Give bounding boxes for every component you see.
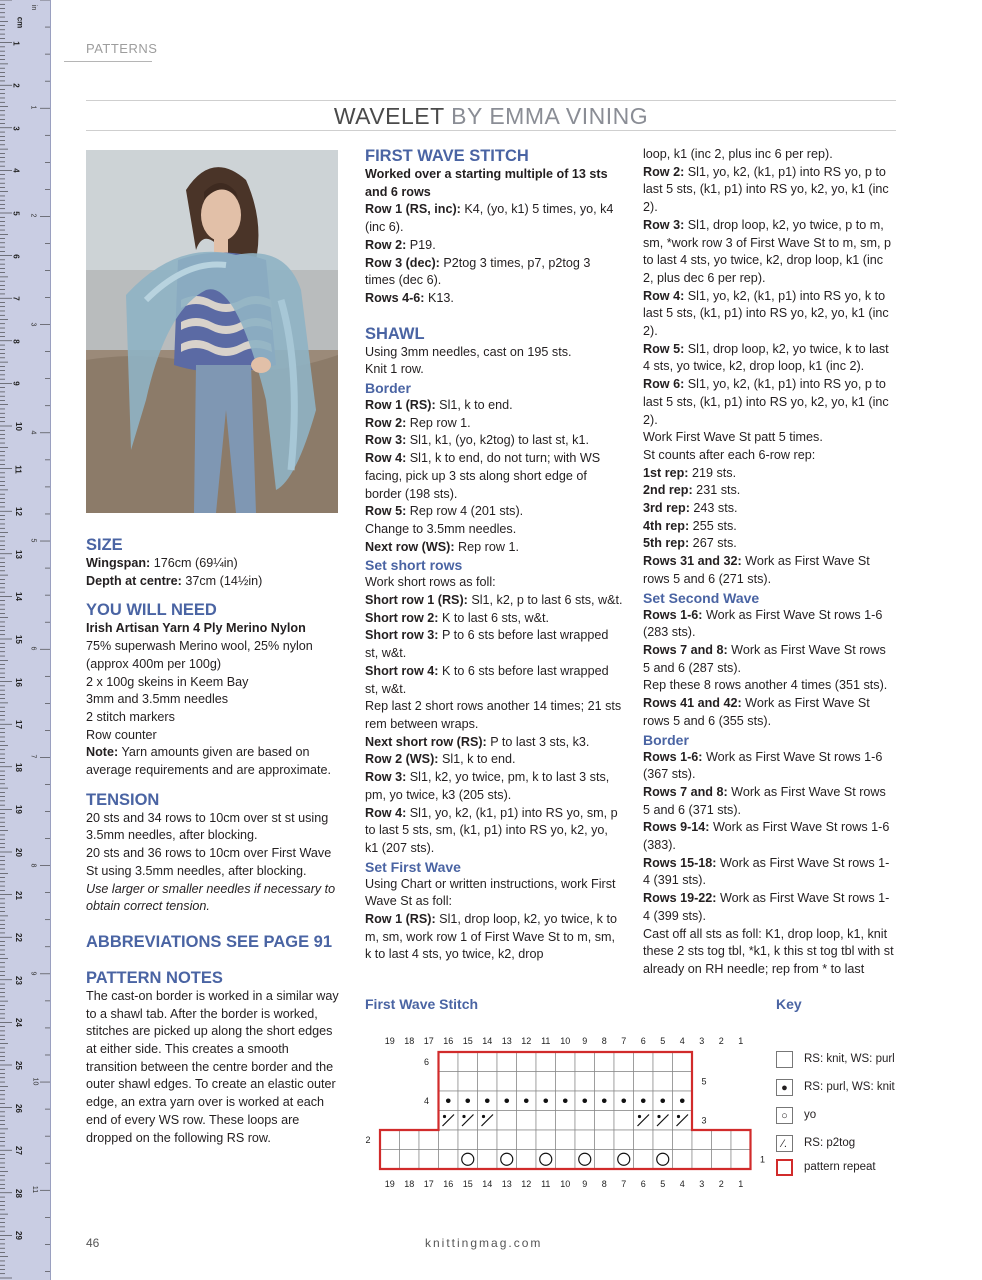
page-number: 46 xyxy=(86,1236,100,1250)
chart-cell xyxy=(575,1111,595,1131)
chart-cell xyxy=(556,1072,576,1092)
instruction-row: Row 3: Sl1, drop loop, k2, yo twice, p to m, sm, *work row 3 of First Wave St to m, sm, p to last 4 sts, yo twice, k2, drop loop, k1 (inc 2, plus dec 6 per rep). xyxy=(643,217,891,285)
first-wave-stitch-heading: FIRST WAVE STITCH xyxy=(365,147,529,165)
row-label-left: 2 xyxy=(365,1134,371,1145)
instruction-row: Cast off all sts as foll: K1, drop loop, k1, knit these 2 sts tog tbl, *k1, k this st tog tbl with st already on RH needle; rep from * to last xyxy=(643,926,894,976)
chart-cell xyxy=(634,1052,654,1072)
p2tog-dot xyxy=(657,1115,660,1118)
chart-cell xyxy=(595,1111,615,1131)
instruction-row: Rows 19-22: Work as First Wave St rows 1-4 (399 sts). xyxy=(643,891,890,923)
chart-cell xyxy=(400,1130,420,1150)
column-number-top: 18 xyxy=(404,1036,415,1046)
note-line: Note: Yarn amounts given are based on average requirements and are approximate. xyxy=(86,745,332,778)
ruler-cm-mark: 14 xyxy=(13,592,23,602)
column-number-bottom: 16 xyxy=(443,1179,454,1189)
chart-cell xyxy=(517,1130,537,1150)
chart-cell xyxy=(634,1150,654,1170)
ruler-cm-mark: 11 xyxy=(13,464,23,474)
ruler-cm-mark: 7 xyxy=(11,296,21,301)
pattern-notes-heading: PATTERN NOTES xyxy=(86,968,223,987)
chart-cell xyxy=(458,1072,478,1092)
chart-cell xyxy=(478,1072,498,1092)
instruction-row: Row 2: Rep row 1. xyxy=(365,415,471,430)
chart-cell xyxy=(517,1072,537,1092)
instruction-row: 5th rep: 267 sts. xyxy=(643,536,737,551)
column-number-top: 13 xyxy=(501,1036,512,1046)
instruction-row: Work short rows as foll: xyxy=(365,575,496,590)
instruction-row: 3rd rep: 243 sts. xyxy=(643,501,738,516)
yo-circle xyxy=(618,1153,630,1165)
ruler-cm-mark: 15 xyxy=(13,635,23,644)
purl-dot xyxy=(660,1098,665,1103)
measuring-ruler xyxy=(0,0,51,1280)
pattern-designer: BY EMMA VINING xyxy=(451,103,649,129)
chart-cell xyxy=(595,1130,615,1150)
shawl-heading: SHAWL xyxy=(365,324,425,343)
knitting-chart xyxy=(358,1030,766,1205)
ruler-cm-mark: 2 xyxy=(11,83,21,88)
ruler-cm-mark: 28 xyxy=(13,1188,23,1198)
text-line: Using 3mm needles, cast on 195 sts. xyxy=(365,344,572,359)
depth-line: Depth at centre: 37cm (14½in) xyxy=(86,573,263,588)
chart-cell xyxy=(478,1150,498,1170)
chart-cell xyxy=(439,1150,459,1170)
ruler-in-mark: 4 xyxy=(29,430,37,435)
chart-cell xyxy=(556,1052,576,1072)
instruction-row: Row 5: Rep row 4 (201 sts). xyxy=(365,504,524,519)
tension-heading: TENSION xyxy=(86,790,160,809)
chart-cell xyxy=(497,1111,517,1131)
chart-cell xyxy=(458,1130,478,1150)
section-tag: PATTERNS xyxy=(86,41,158,56)
text-line: Knit 1 row. xyxy=(365,362,424,377)
instruction-row: Rows 41 and 42: Work as First Wave St rows 5 and 6 (355 sts). xyxy=(643,696,870,728)
p2tog-dot xyxy=(482,1115,485,1118)
instruction-row: Work First Wave St patt 5 times. xyxy=(643,430,823,445)
instruction-row: Row 4: Sl1, yo, k2, (k1, p1) into RS yo, k to last 5 sts, (k1, p1) into RS yo, k2, yo, k1 (inc 2). xyxy=(643,288,889,339)
column-number-bottom: 13 xyxy=(501,1179,512,1189)
chart-cell xyxy=(497,1072,517,1092)
key-label: RS: p2tog xyxy=(804,1137,856,1149)
column-number-bottom: 7 xyxy=(621,1179,627,1189)
column-number-bottom: 10 xyxy=(560,1179,571,1189)
ruler-cm-mark: 17 xyxy=(13,720,23,730)
chart-cell xyxy=(673,1150,693,1170)
purl-dot xyxy=(602,1098,607,1103)
key-label: RS: purl, WS: knit xyxy=(804,1081,895,1093)
chart-cell xyxy=(692,1130,712,1150)
column-number-bottom: 18 xyxy=(404,1179,415,1189)
instruction-row: Change to 3.5mm needles. xyxy=(365,521,517,536)
fws-intro: Worked over a starting multiple of 13 sts and 6 rows xyxy=(365,167,608,199)
instruction-row: Row 5: Sl1, drop loop, k2, yo twice, k to last 4 sts, yo twice, k2, drop loop, k1 (inc 2). xyxy=(643,341,889,374)
page-title xyxy=(86,103,896,130)
chart-cell xyxy=(517,1052,537,1072)
ruler-cm-mark: 23 xyxy=(13,975,23,985)
ruler-cm-mark: 13 xyxy=(13,549,23,559)
chart-cell xyxy=(478,1052,498,1072)
p2tog-dot xyxy=(638,1115,641,1118)
column-number-top: 16 xyxy=(443,1036,454,1046)
chart-cell xyxy=(439,1072,459,1092)
text-line: 20 sts and 34 rows to 10cm over st st using 3.5mm needles, after blocking. xyxy=(86,810,329,843)
title-rule-bottom xyxy=(86,130,896,131)
chart-cell xyxy=(497,1130,517,1150)
chart-cell xyxy=(478,1130,498,1150)
ruler-cm-mark: 1 xyxy=(11,40,21,46)
chart-cell xyxy=(595,1150,615,1170)
column-number-top: 1 xyxy=(738,1036,744,1046)
section-rule xyxy=(64,61,152,62)
site-url: knittingmag.com xyxy=(425,1236,543,1250)
ruler-cm-mark: 12 xyxy=(13,507,23,517)
ruler-in-mark: 8 xyxy=(29,863,37,868)
column-number-top: 9 xyxy=(582,1036,588,1046)
text-line: Row counter xyxy=(86,727,157,742)
instruction-row: Short row 3: P to 6 sts before last wrapped st, w&t. xyxy=(365,628,609,661)
instruction-row: Rows 1-6: Work as First Wave St rows 1-6 (367 sts). xyxy=(643,749,883,782)
chart-cell xyxy=(653,1130,673,1150)
chart-cell xyxy=(634,1072,654,1092)
instruction-row: Row 3: Sl1, k2, yo twice, pm, k to last 3 sts, pm, yo twice, k3 (205 sts). xyxy=(365,770,610,802)
chart-cell xyxy=(556,1130,576,1150)
text-line: 75% superwash Merino wool, 25% nylon (approx 400m per 100g) xyxy=(86,639,313,671)
instruction-row: 2nd rep: 231 sts. xyxy=(643,483,741,498)
column-number-top: 12 xyxy=(521,1036,532,1046)
chart-cell xyxy=(673,1052,693,1072)
chart-cell xyxy=(595,1052,615,1072)
instruction-row: Row 6: Sl1, yo, k2, (k1, p1) into RS yo, p to last 5 sts, (k1, p1) into RS yo, k2, yo, k1 (inc 2). xyxy=(643,377,889,427)
chart-cell xyxy=(653,1072,673,1092)
ruler-cm-mark: 3 xyxy=(11,126,21,131)
chart-cell xyxy=(614,1052,634,1072)
text-line: 20 sts and 36 rows to 10cm over First Wave St using 3.5mm needles, after blocking. xyxy=(86,846,332,878)
chart-cell xyxy=(673,1130,693,1150)
ruler-cm-mark: 9 xyxy=(11,381,21,387)
column-number-bottom: 1 xyxy=(738,1179,744,1189)
first-wave-rows xyxy=(365,876,623,965)
column-number-top: 7 xyxy=(621,1036,627,1046)
column-number-bottom: 4 xyxy=(679,1179,685,1189)
ruler-cm-mark: 27 xyxy=(13,1146,23,1156)
instruction-row: Short row 1 (RS): Sl1, k2, p to last 6 sts, w&t. xyxy=(365,593,623,608)
chart-cell xyxy=(517,1111,537,1131)
chart-cell xyxy=(653,1052,673,1072)
chart-cell xyxy=(380,1150,400,1170)
ruler-cm-mark: 19 xyxy=(13,805,23,815)
instruction-row: Row 2 (WS): Sl1, k to end. xyxy=(365,752,516,767)
chart-cell xyxy=(419,1130,439,1150)
instruction-row: Row 1 (RS): Sl1, k to end. xyxy=(365,398,513,413)
instruction-row: 1st rep: 219 sts. xyxy=(643,465,737,480)
column-number-bottom: 2 xyxy=(718,1179,724,1189)
p2tog-dot xyxy=(462,1115,465,1118)
instruction-row: 4th rep: 255 sts. xyxy=(643,518,737,533)
instruction-row: Short row 4: K to 6 sts before last wrapped st, w&t. xyxy=(365,663,609,696)
column-number-bottom: 15 xyxy=(462,1179,473,1189)
column-number-bottom: 5 xyxy=(660,1179,666,1189)
instruction-row: Row 1 (RS, inc): K4, (yo, k1) 5 times, yo, k4 (inc 6). xyxy=(365,202,614,235)
purl-dot xyxy=(621,1098,626,1103)
chart-cell xyxy=(380,1130,400,1150)
chart-cell xyxy=(556,1111,576,1131)
purl-dot xyxy=(563,1098,568,1103)
instruction-row: Rows 1-6: Work as First Wave St rows 1-6 (283 sts). xyxy=(643,607,883,640)
yo-circle xyxy=(501,1153,513,1165)
column-number-bottom: 11 xyxy=(541,1179,551,1189)
purl-dot xyxy=(504,1098,509,1103)
ruler-cm-mark: 8 xyxy=(11,339,21,344)
chart-cell xyxy=(419,1150,439,1170)
instruction-row: Row 3: Sl1, k1, (yo, k2tog) to last st, k1. xyxy=(365,433,589,448)
ruler-cm-mark: 10 xyxy=(13,422,23,431)
first-wave-rows-cont xyxy=(643,146,896,589)
column-2 xyxy=(365,146,623,964)
ruler-cm-mark: 4 xyxy=(11,168,21,174)
ruler-in-mark: 6 xyxy=(29,646,37,651)
key-label: RS: knit, WS: purl xyxy=(804,1053,895,1065)
size-heading: SIZE xyxy=(86,536,123,554)
row-label-right: 5 xyxy=(701,1076,707,1087)
second-wave-rows xyxy=(643,607,896,731)
chart-cell xyxy=(634,1130,654,1150)
column-number-bottom: 6 xyxy=(640,1179,646,1189)
column-number-bottom: 19 xyxy=(384,1179,395,1189)
column-number-top: 5 xyxy=(660,1036,666,1046)
chart-cell xyxy=(712,1150,732,1170)
title-rule-top xyxy=(86,100,896,101)
yarn-lines xyxy=(86,638,342,744)
instruction-row: Rep these 8 rows another 4 times (351 sts). xyxy=(643,678,888,693)
key-label: yo xyxy=(804,1109,817,1121)
column-number-top: 11 xyxy=(541,1036,551,1046)
instruction-row: Row 2: Sl1, yo, k2, (k1, p1) into RS yo, p to last 5 sts, (k1, p1) into RS yo, k2, yo, k1 (inc 2). xyxy=(643,164,889,215)
column-number-bottom: 8 xyxy=(601,1179,607,1189)
final-border-heading: Border xyxy=(643,731,689,748)
key-swatch xyxy=(776,1159,793,1176)
chart-cell xyxy=(400,1150,420,1170)
ruler-in-mark: 2 xyxy=(29,213,37,218)
text-line: 2 x 100g skeins in Keem Bay xyxy=(86,674,249,689)
row-label-left: 4 xyxy=(423,1095,430,1106)
column-3 xyxy=(643,146,896,979)
column-number-top: 2 xyxy=(718,1036,724,1046)
row-label-right: 1 xyxy=(759,1154,766,1165)
yarn-name: Irish Artisan Yarn 4 Ply Merino Nylon xyxy=(86,621,306,636)
key-swatch xyxy=(776,1051,793,1068)
instruction-row: loop, k1 (inc 2, plus inc 6 per rep). xyxy=(643,147,833,161)
chart-cell xyxy=(439,1052,459,1072)
chart-cell xyxy=(536,1111,556,1131)
column-number-top: 8 xyxy=(601,1036,607,1046)
column-number-top: 14 xyxy=(482,1036,493,1046)
instruction-row: Rows 9-14: Work as First Wave St rows 1-6 (383). xyxy=(643,820,890,853)
instruction-row: Row 2: P19. xyxy=(365,237,436,252)
ruler-cm-mark: 26 xyxy=(13,1103,23,1113)
key-title: Key xyxy=(776,996,802,1012)
chart-cell xyxy=(439,1130,459,1150)
ruler-cm-mark: 21 xyxy=(13,890,23,900)
chart-cell xyxy=(614,1111,634,1131)
ruler-cm-mark: 22 xyxy=(13,933,23,943)
chart-cell xyxy=(731,1130,751,1150)
column-number-top: 4 xyxy=(679,1036,685,1046)
column-number-top: 15 xyxy=(462,1036,473,1046)
instruction-row: Row 4: Sl1, yo, k2, (k1, p1) into RS yo, sm, p to last 5 sts, sm, (k1, p1) into RS yo, k2, yo, k1 (207 sts). xyxy=(365,805,618,855)
purl-dot xyxy=(680,1098,685,1103)
chart-cell xyxy=(497,1052,517,1072)
ruler-in-label: in xyxy=(30,4,38,11)
chart-cell xyxy=(614,1130,634,1150)
column-number-bottom: 12 xyxy=(521,1179,532,1189)
instruction-row: Row 4: Sl1, k to end, do not turn; with WS facing, pick up 3 sts along short edge of border (198 sts). xyxy=(365,451,601,501)
pattern-name: WAVELET xyxy=(333,103,445,129)
ruler-cm-mark: 20 xyxy=(13,848,23,857)
tension-note: Use larger or smaller needles if necessary to obtain correct tension. xyxy=(86,881,336,914)
model-illustration xyxy=(86,150,338,513)
chart-cell xyxy=(731,1150,751,1170)
chart-cell xyxy=(536,1052,556,1072)
ruler-in-mark: 9 xyxy=(29,971,37,976)
column-number-bottom: 9 xyxy=(582,1179,588,1189)
ruler-in-mark: 10 xyxy=(31,1077,39,1086)
ruler-in-mark: 7 xyxy=(29,754,37,759)
chart-cell xyxy=(536,1072,556,1092)
fws-rows xyxy=(365,201,623,307)
column-number-bottom: 14 xyxy=(482,1179,493,1189)
chart-cell xyxy=(536,1130,556,1150)
purl-dot xyxy=(543,1098,548,1103)
ruler-cm-mark: 16 xyxy=(13,677,23,687)
yo-circle xyxy=(579,1153,591,1165)
instruction-row: Rows 7 and 8: Work as First Wave St rows 5 and 6 (287 sts). xyxy=(643,642,886,675)
purl-dot xyxy=(446,1098,451,1103)
instruction-row: Rep last 2 short rows another 14 times; 21 sts rem between wraps. xyxy=(365,699,622,731)
ruler-cm-label: cm xyxy=(15,16,25,29)
instruction-row: Using Chart or written instructions, work First Wave St as foll: xyxy=(365,876,616,909)
ruler-cm-mark: 25 xyxy=(13,1061,23,1070)
purl-dot xyxy=(582,1098,587,1103)
yo-circle xyxy=(540,1153,552,1165)
chart-cell xyxy=(575,1052,595,1072)
key-label: pattern repeat xyxy=(804,1161,876,1173)
instruction-row: Row 3 (dec): P2tog 3 times, p7, p2tog 3 times (dec 6). xyxy=(365,255,591,288)
column-number-top: 17 xyxy=(423,1036,434,1046)
first-wave-heading: Set First Wave xyxy=(365,858,461,875)
chart-cell xyxy=(673,1072,693,1092)
column-number-top: 6 xyxy=(640,1036,646,1046)
purl-dot xyxy=(524,1098,529,1103)
instruction-row: Next row (WS): Rep row 1. xyxy=(365,539,519,554)
chart-cell xyxy=(556,1150,576,1170)
chart-cell xyxy=(692,1150,712,1170)
key-swatch: ● xyxy=(776,1079,793,1096)
column-number-top: 10 xyxy=(560,1036,571,1046)
model-photo xyxy=(86,150,338,513)
chart-cell xyxy=(595,1072,615,1092)
ruler-in-mark: 11 xyxy=(31,1186,39,1194)
ruler-in-mark: 1 xyxy=(29,105,37,110)
chart-title: First Wave Stitch xyxy=(365,996,479,1012)
chart-cell xyxy=(575,1130,595,1150)
row-label-left: 6 xyxy=(423,1056,430,1067)
ruler-in-mark: 5 xyxy=(29,538,37,543)
chart-cell xyxy=(458,1052,478,1072)
p2tog-dot xyxy=(443,1115,446,1118)
column-number-top: 3 xyxy=(699,1036,705,1046)
chart-cell xyxy=(575,1072,595,1092)
key-swatch: ○ xyxy=(776,1107,793,1124)
ruler-cm-mark: 18 xyxy=(13,762,23,772)
instruction-row: Rows 15-18: Work as First Wave St rows 1-4 (391 sts). xyxy=(643,855,890,888)
abbreviations-heading: ABBREVIATIONS SEE PAGE 91 xyxy=(86,932,333,951)
p2tog-dot xyxy=(677,1115,680,1118)
ruler-cm-mark: 6 xyxy=(11,253,21,259)
instruction-row: Row 1 (RS): Sl1, drop loop, k2, yo twice, k to m, sm, work row 1 of First Wave St to m, sm, k to last 4 sts, yo twice, k2, drop xyxy=(365,912,617,962)
ruler-cm-mark: 29 xyxy=(13,1231,23,1241)
chart-cell xyxy=(517,1150,537,1170)
text-line: 3mm and 3.5mm needles xyxy=(86,692,229,707)
instruction-row: Next short row (RS): P to last 3 sts, k3. xyxy=(365,734,590,749)
purl-dot xyxy=(485,1098,490,1103)
column-number-top: 19 xyxy=(384,1036,395,1046)
short-rows-heading: Set short rows xyxy=(365,557,463,574)
border-rows xyxy=(365,397,623,556)
final-border-rows xyxy=(643,749,896,979)
instruction-row: Short row 2: K to last 6 sts, w&t. xyxy=(365,610,550,625)
shawl-intro xyxy=(365,344,623,379)
column-number-bottom: 17 xyxy=(423,1179,434,1189)
ruler-in-mark: 3 xyxy=(29,322,37,327)
ruler-cm-mark: 5 xyxy=(11,211,21,216)
key-swatch: ⁄. xyxy=(776,1135,793,1152)
you-will-need-heading: YOU WILL NEED xyxy=(86,601,217,620)
instruction-row: Rows 7 and 8: Work as First Wave St rows 5 and 6 (371 sts). xyxy=(643,784,886,817)
border-heading: Border xyxy=(365,380,411,397)
column-1 xyxy=(86,535,342,1147)
purl-dot xyxy=(641,1098,646,1103)
instruction-row: Rows 4-6: K13. xyxy=(365,290,454,305)
chart-cell xyxy=(712,1130,732,1150)
yo-circle xyxy=(657,1153,669,1165)
text-line: 2 stitch markers xyxy=(86,709,175,724)
instruction-row: St counts after each 6-row rep: xyxy=(643,447,816,462)
row-label-right: 3 xyxy=(701,1115,707,1126)
instruction-row: Rows 31 and 32: Work as First Wave St rows 5 and 6 (271 sts). xyxy=(643,554,870,586)
chart-cell xyxy=(614,1072,634,1092)
column-number-bottom: 3 xyxy=(699,1179,705,1189)
wingspan-line: Wingspan: 176cm (69¼in) xyxy=(86,556,238,570)
short-rows xyxy=(365,574,623,857)
ruler-ticks xyxy=(0,0,50,1280)
ruler-cm-mark: 24 xyxy=(13,1018,23,1028)
yo-circle xyxy=(462,1153,474,1165)
tension-lines xyxy=(86,810,342,881)
purl-dot xyxy=(465,1098,470,1103)
pattern-notes-text: The cast-on border is worked in a similar way to a shawl tab. After the border is worked, stitches are picked up along the short edges at either side. This creates a smooth transition between the centre border and the outer shawl edges. To create an elastic outer edge, an extra yarn over is worked at each end of every WS row. These loops are dropped on the following RS row. xyxy=(86,988,339,1145)
second-wave-heading: Set Second Wave xyxy=(643,589,760,606)
